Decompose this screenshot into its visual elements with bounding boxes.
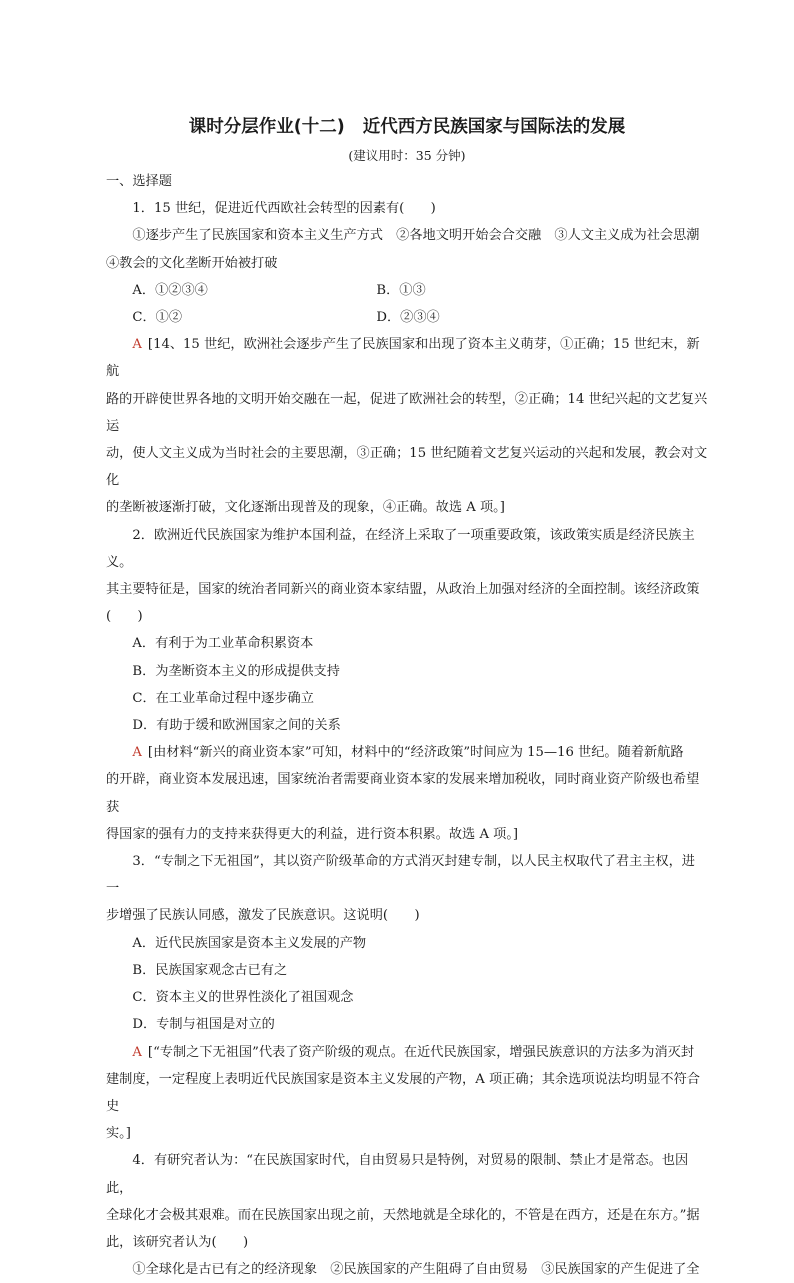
- q2-answer-line3: 得国家的强有力的支持来获得更大的利益，进行资本积累。故选 A 项。]: [106, 826, 519, 842]
- q2-answer: [106, 739, 708, 766]
- q2-answer-letter: A: [132, 745, 142, 761]
- q2-stem-line1: 2．欧洲近代民族国家为维护本国利益，在经济上采取了一项重要政策，该政策实质是经济民族主义。: [106, 527, 695, 570]
- q1-options-row1: [106, 277, 708, 304]
- q3-option-d[interactable]: D．专制与祖国是对立的: [132, 1017, 275, 1033]
- q1-answer-line3: 动，使人文主义成为当时社会的主要思潮，③正确；15 世纪随着文艺复兴运动的兴起和发展，教会对文化: [106, 446, 708, 489]
- q1-items-line1: ①逐步产生了民族国家和资本主义生产方式 ②各地文明开始会合交融 ③人文主义成为社会思潮: [132, 228, 700, 244]
- q1-answer-line2: 路的开辟使世界各地的文明开始交融在一起，促进了欧洲社会的转型，②正确；14 世纪兴起的文艺复兴运: [106, 391, 708, 434]
- q3-option-a[interactable]: A．近代民族国家是资本主义发展的产物: [132, 935, 367, 951]
- question-3: [106, 848, 708, 1147]
- q2-option-b[interactable]: B．为垄断资本主义的形成提供支持: [132, 663, 340, 679]
- q4-stem-line2: 全球化才会极其艰难。而在民族国家出现之前，天然地就是全球化的，不管是在西方，还是在东方。”据: [106, 1207, 700, 1223]
- q3-option-c[interactable]: C．资本主义的世界性淡化了祖国观念: [132, 990, 354, 1006]
- q2-option-d[interactable]: D．有助于缓和欧洲国家之间的关系: [132, 718, 341, 734]
- q1-option-c[interactable]: C．①②: [132, 310, 183, 326]
- q1-answer-line4: 的垄断被逐渐打破，文化逐渐出现普及的现象，④正确。故选 A 项。]: [106, 500, 505, 516]
- q2-stem-line2: 其主要特征是，国家的统治者同新兴的商业资本家结盟，从政治上加强对经济的全面控制。该经济政策( ): [106, 582, 700, 625]
- q2-answer-line2: 的开辟，商业资本发展迅速，国家统治者需要商业资本家的发展来增加税收，同时商业资产阶级也希望获: [106, 772, 700, 815]
- q3-stem-line1: 3．“专制之下无祖国”，其以资产阶级革命的方式消灭封建专制，以人民主权取代了君主主权，进一: [106, 854, 695, 897]
- q3-answer-line3: 实。]: [106, 1126, 131, 1142]
- q1-option-a[interactable]: A．①②③④: [132, 282, 208, 298]
- q1-items-line2: ④教会的文化垄断开始被打破: [106, 255, 278, 271]
- title-right: 近代西方民族国家与国际法的发展: [362, 117, 626, 137]
- q3-answer-line1: [“专制之下无祖国”代表了资产阶级的观点。在近代民族国家，增强民族意识的方法多为消灭封: [147, 1044, 695, 1060]
- q3-answer-letter: A: [132, 1044, 142, 1060]
- question-4: [106, 1147, 708, 1283]
- q1-answer: [106, 331, 708, 385]
- q4-stem-line3: 此，该研究者认为( ): [106, 1234, 249, 1250]
- q2-option-c[interactable]: C．在工业革命过程中逐步确立: [132, 690, 314, 706]
- title-left: 课时分层作业(十二): [188, 117, 345, 137]
- q1-answer-letter: A: [132, 337, 142, 353]
- question-1: [106, 195, 708, 521]
- q1-answer-line1: [14、15 世纪，欧洲社会逐步产生了民族国家和出现了资本主义萌芽，①正确；15 世纪末，新航: [106, 337, 700, 380]
- q3-stem-line2: 步增强了民族认同感，激发了民族意识。这说明( ): [106, 908, 420, 924]
- q4-items-line1: ①全球化是古已有之的经济现象 ②民族国家的产生阻碍了自由贸易 ③民族国家的产生促进了全: [132, 1262, 700, 1278]
- q2-option-a[interactable]: A．有利于为工业革命积累资本: [132, 636, 314, 652]
- suggested-time: (建议用时：35 分钟): [348, 148, 466, 163]
- section-heading: 一、选择题: [106, 174, 172, 189]
- q2-answer-line1: [由材料“新兴的商业资本家”可知，材料中的“经济政策”时间应为 15—16 世纪。随着新航路: [147, 745, 684, 761]
- q3-option-b[interactable]: B．民族国家观念古已有之: [132, 962, 288, 978]
- q4-stem-line1: 4．有研究者认为：“在民族国家时代，自由贸易只是特例，对贸易的限制、禁止才是常态。也因此，: [106, 1153, 689, 1196]
- q1-stem: 1．15 世纪，促进近代西欧社会转型的因素有( ): [132, 201, 436, 217]
- q1-options-row2: [106, 304, 708, 331]
- q1-option-d[interactable]: D．②③④: [376, 310, 440, 326]
- q3-answer: [106, 1039, 708, 1066]
- question-2: [106, 522, 708, 848]
- q1-option-b[interactable]: B．①③: [376, 282, 426, 298]
- q3-answer-line2: 建制度，一定程度上表明近代民族国家是资本主义发展的产物，A 项正确；其余选项说法均明显不符合史: [106, 1071, 700, 1114]
- page-title: [106, 112, 708, 142]
